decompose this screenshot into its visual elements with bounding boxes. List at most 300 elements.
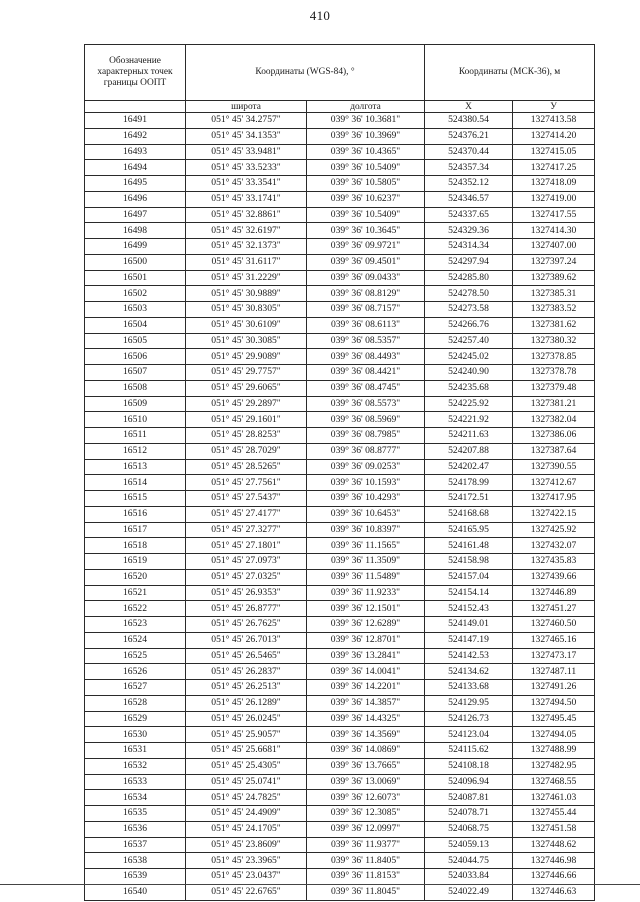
y-cell: 1327414.20 — [513, 128, 595, 144]
y-cell: 1327415.05 — [513, 144, 595, 160]
point-cell: 16499 — [85, 239, 186, 255]
table-row — [85, 160, 595, 176]
point-cell: 16514 — [85, 475, 186, 491]
table-row — [85, 302, 595, 318]
latitude-cell: 051° 45' 34.2757" — [186, 113, 307, 129]
x-cell: 524133.68 — [425, 680, 513, 696]
point-cell: 16520 — [85, 569, 186, 585]
point-cell: 16498 — [85, 223, 186, 239]
longitude-cell: 039° 36' 08.4745" — [307, 380, 425, 396]
latitude-cell: 051° 45' 27.1801" — [186, 538, 307, 554]
x-cell: 524257.40 — [425, 333, 513, 349]
point-cell: 16503 — [85, 302, 186, 318]
latitude-cell: 051° 45' 31.6117" — [186, 254, 307, 270]
longitude-cell: 039° 36' 10.3681" — [307, 113, 425, 129]
latitude-cell: 051° 45' 26.1289" — [186, 695, 307, 711]
point-cell: 16506 — [85, 349, 186, 365]
table-row — [85, 538, 595, 554]
point-cell: 16496 — [85, 191, 186, 207]
x-cell: 524207.88 — [425, 443, 513, 459]
longitude-cell: 039° 36' 09.0253" — [307, 459, 425, 475]
x-cell: 524096.94 — [425, 774, 513, 790]
y-cell: 1327418.09 — [513, 176, 595, 192]
latitude-cell: 051° 45' 33.1741" — [186, 191, 307, 207]
table-row — [85, 837, 595, 853]
longitude-cell: 039° 36' 12.0997" — [307, 821, 425, 837]
latitude-cell: 051° 45' 23.0437" — [186, 869, 307, 885]
x-cell: 524165.95 — [425, 522, 513, 538]
y-cell: 1327382.04 — [513, 412, 595, 428]
point-header-line: характерных точек — [97, 67, 173, 77]
point-cell: 16533 — [85, 774, 186, 790]
header-row-sub — [85, 101, 595, 113]
y-cell: 1327381.21 — [513, 396, 595, 412]
table-row — [85, 475, 595, 491]
x-cell: 524370.44 — [425, 144, 513, 160]
latitude-cell: 051° 45' 25.6681" — [186, 743, 307, 759]
x-cell: 524068.75 — [425, 821, 513, 837]
longitude-header: долгота — [307, 101, 425, 113]
table-row — [85, 223, 595, 239]
table-row — [85, 365, 595, 381]
y-cell: 1327417.25 — [513, 160, 595, 176]
y-cell: 1327494.05 — [513, 727, 595, 743]
longitude-cell: 039° 36' 10.1593" — [307, 475, 425, 491]
latitude-cell: 051° 45' 32.8861" — [186, 207, 307, 223]
x-cell: 524357.34 — [425, 160, 513, 176]
point-column-header — [85, 45, 186, 101]
point-cell: 16501 — [85, 270, 186, 286]
longitude-cell: 039° 36' 10.4293" — [307, 491, 425, 507]
footer-rule — [0, 884, 640, 885]
x-cell: 524380.54 — [425, 113, 513, 129]
y-cell: 1327417.55 — [513, 207, 595, 223]
x-cell: 524126.73 — [425, 711, 513, 727]
x-cell: 524337.65 — [425, 207, 513, 223]
latitude-cell: 051° 45' 24.4909" — [186, 806, 307, 822]
longitude-cell: 039° 36' 08.6113" — [307, 317, 425, 333]
table-row — [85, 333, 595, 349]
latitude-cell: 051° 45' 32.1373" — [186, 239, 307, 255]
latitude-cell: 051° 45' 27.5437" — [186, 491, 307, 507]
latitude-cell: 051° 45' 26.9353" — [186, 585, 307, 601]
y-cell: 1327491.26 — [513, 680, 595, 696]
latitude-cell: 051° 45' 24.7825" — [186, 790, 307, 806]
table-row — [85, 459, 595, 475]
latitude-cell: 051° 45' 29.7757" — [186, 365, 307, 381]
point-cell: 16523 — [85, 617, 186, 633]
table-row — [85, 270, 595, 286]
point-cell: 16492 — [85, 128, 186, 144]
table-row — [85, 176, 595, 192]
x-cell: 524314.34 — [425, 239, 513, 255]
longitude-cell: 039° 36' 09.4501" — [307, 254, 425, 270]
table-row — [85, 585, 595, 601]
y-cell: 1327494.50 — [513, 695, 595, 711]
latitude-cell: 051° 45' 25.4305" — [186, 758, 307, 774]
longitude-cell: 039° 36' 08.7985" — [307, 428, 425, 444]
longitude-cell: 039° 36' 13.7665" — [307, 758, 425, 774]
y-header: У — [513, 101, 595, 113]
x-cell: 524158.98 — [425, 554, 513, 570]
point-cell: 16493 — [85, 144, 186, 160]
latitude-cell: 051° 45' 25.0741" — [186, 774, 307, 790]
latitude-cell: 051° 45' 30.3085" — [186, 333, 307, 349]
point-cell: 16491 — [85, 113, 186, 129]
longitude-cell: 039° 36' 10.5805" — [307, 176, 425, 192]
longitude-cell: 039° 36' 14.0041" — [307, 664, 425, 680]
longitude-cell: 039° 36' 12.6073" — [307, 790, 425, 806]
table-row — [85, 664, 595, 680]
x-cell: 524044.75 — [425, 853, 513, 869]
x-cell: 524266.76 — [425, 317, 513, 333]
longitude-cell: 039° 36' 11.8045" — [307, 884, 425, 900]
point-cell: 16511 — [85, 428, 186, 444]
table-row — [85, 680, 595, 696]
table-row — [85, 239, 595, 255]
x-cell: 524178.99 — [425, 475, 513, 491]
point-cell: 16532 — [85, 758, 186, 774]
point-cell: 16500 — [85, 254, 186, 270]
table-row — [85, 128, 595, 144]
y-cell: 1327487.11 — [513, 664, 595, 680]
x-cell: 524154.14 — [425, 585, 513, 601]
latitude-cell: 051° 45' 34.1353" — [186, 128, 307, 144]
table-row — [85, 758, 595, 774]
point-cell: 16534 — [85, 790, 186, 806]
table-row — [85, 695, 595, 711]
point-cell: 16540 — [85, 884, 186, 900]
longitude-cell: 039° 36' 11.3509" — [307, 554, 425, 570]
point-cell: 16538 — [85, 853, 186, 869]
point-cell: 16517 — [85, 522, 186, 538]
y-cell: 1327435.83 — [513, 554, 595, 570]
y-cell: 1327446.63 — [513, 884, 595, 900]
latitude-cell: 051° 45' 31.2229" — [186, 270, 307, 286]
latitude-cell: 051° 45' 29.6065" — [186, 380, 307, 396]
table-row — [85, 790, 595, 806]
point-cell: 16518 — [85, 538, 186, 554]
longitude-cell: 039° 36' 08.8777" — [307, 443, 425, 459]
point-cell: 16521 — [85, 585, 186, 601]
longitude-cell: 039° 36' 11.9377" — [307, 837, 425, 853]
latitude-cell: 051° 45' 33.5233" — [186, 160, 307, 176]
y-cell: 1327446.66 — [513, 869, 595, 885]
longitude-cell: 039° 36' 11.1565" — [307, 538, 425, 554]
table-row — [85, 380, 595, 396]
point-cell: 16507 — [85, 365, 186, 381]
latitude-cell: 051° 45' 26.2513" — [186, 680, 307, 696]
longitude-cell: 039° 36' 14.4325" — [307, 711, 425, 727]
table-row — [85, 428, 595, 444]
x-cell: 524022.49 — [425, 884, 513, 900]
table-row — [85, 491, 595, 507]
x-cell: 524087.81 — [425, 790, 513, 806]
point-cell: 16531 — [85, 743, 186, 759]
y-cell: 1327419.00 — [513, 191, 595, 207]
point-cell: 16527 — [85, 680, 186, 696]
table-row — [85, 349, 595, 365]
point-cell: 16536 — [85, 821, 186, 837]
longitude-cell: 039° 36' 14.2201" — [307, 680, 425, 696]
latitude-cell: 051° 45' 27.4177" — [186, 506, 307, 522]
latitude-cell: 051° 45' 23.3965" — [186, 853, 307, 869]
y-cell: 1327389.62 — [513, 270, 595, 286]
x-cell: 524142.53 — [425, 648, 513, 664]
x-cell: 524147.19 — [425, 632, 513, 648]
table-row — [85, 254, 595, 270]
x-cell: 524352.12 — [425, 176, 513, 192]
table-row — [85, 632, 595, 648]
coordinates-table — [84, 44, 595, 901]
latitude-cell: 051° 45' 33.9481" — [186, 144, 307, 160]
y-cell: 1327482.95 — [513, 758, 595, 774]
point-header-line: границы ООПТ — [103, 78, 167, 88]
latitude-cell: 051° 45' 26.0245" — [186, 711, 307, 727]
table-row — [85, 569, 595, 585]
table-row — [85, 396, 595, 412]
longitude-cell: 039° 36' 13.2841" — [307, 648, 425, 664]
table-row — [85, 522, 595, 538]
longitude-cell: 039° 36' 10.3969" — [307, 128, 425, 144]
y-cell: 1327397.24 — [513, 254, 595, 270]
table-row — [85, 806, 595, 822]
latitude-cell: 051° 45' 22.6765" — [186, 884, 307, 900]
y-cell: 1327468.55 — [513, 774, 595, 790]
point-cell: 16513 — [85, 459, 186, 475]
y-cell: 1327446.98 — [513, 853, 595, 869]
latitude-header: широта — [186, 101, 307, 113]
point-cell: 16510 — [85, 412, 186, 428]
table-body — [85, 113, 595, 901]
x-cell: 524157.04 — [425, 569, 513, 585]
x-cell: 524123.04 — [425, 727, 513, 743]
longitude-cell: 039° 36' 08.4493" — [307, 349, 425, 365]
longitude-cell: 039° 36' 10.3645" — [307, 223, 425, 239]
y-cell: 1327448.62 — [513, 837, 595, 853]
x-cell: 524245.02 — [425, 349, 513, 365]
latitude-cell: 051° 45' 23.8609" — [186, 837, 307, 853]
table-row — [85, 601, 595, 617]
msk-coordinates-header: Координаты (МСК-36), м — [425, 45, 595, 101]
y-cell: 1327414.30 — [513, 223, 595, 239]
x-cell: 524221.92 — [425, 412, 513, 428]
table-row — [85, 821, 595, 837]
table-row — [85, 412, 595, 428]
longitude-cell: 039° 36' 10.4365" — [307, 144, 425, 160]
point-cell: 16497 — [85, 207, 186, 223]
table-row — [85, 648, 595, 664]
latitude-cell: 051° 45' 30.6109" — [186, 317, 307, 333]
x-cell: 524273.58 — [425, 302, 513, 318]
y-cell: 1327407.00 — [513, 239, 595, 255]
latitude-cell: 051° 45' 32.6197" — [186, 223, 307, 239]
x-cell: 524329.36 — [425, 223, 513, 239]
point-cell: 16529 — [85, 711, 186, 727]
latitude-cell: 051° 45' 28.7029" — [186, 443, 307, 459]
table-row — [85, 853, 595, 869]
longitude-cell: 039° 36' 08.5573" — [307, 396, 425, 412]
point-cell: 16508 — [85, 380, 186, 396]
latitude-cell: 051° 45' 29.9089" — [186, 349, 307, 365]
table-row — [85, 617, 595, 633]
y-cell: 1327378.78 — [513, 365, 595, 381]
y-cell: 1327460.50 — [513, 617, 595, 633]
latitude-cell: 051° 45' 28.5265" — [186, 459, 307, 475]
longitude-cell: 039° 36' 12.1501" — [307, 601, 425, 617]
table-row — [85, 774, 595, 790]
y-cell: 1327422.15 — [513, 506, 595, 522]
point-cell: 16530 — [85, 727, 186, 743]
x-cell: 524225.92 — [425, 396, 513, 412]
longitude-cell: 039° 36' 08.5357" — [307, 333, 425, 349]
y-cell: 1327417.95 — [513, 491, 595, 507]
point-cell: 16526 — [85, 664, 186, 680]
longitude-cell: 039° 36' 10.5409" — [307, 207, 425, 223]
longitude-cell: 039° 36' 11.5489" — [307, 569, 425, 585]
table-header — [85, 45, 595, 113]
x-cell: 524285.80 — [425, 270, 513, 286]
y-cell: 1327380.32 — [513, 333, 595, 349]
longitude-cell: 039° 36' 12.8701" — [307, 632, 425, 648]
latitude-cell: 051° 45' 27.3277" — [186, 522, 307, 538]
x-cell: 524278.50 — [425, 286, 513, 302]
x-cell: 524078.71 — [425, 806, 513, 822]
y-cell: 1327412.67 — [513, 475, 595, 491]
y-cell: 1327390.55 — [513, 459, 595, 475]
y-cell: 1327461.03 — [513, 790, 595, 806]
point-cell: 16525 — [85, 648, 186, 664]
x-cell: 524168.68 — [425, 506, 513, 522]
point-cell: 16524 — [85, 632, 186, 648]
point-cell: 16502 — [85, 286, 186, 302]
point-cell: 16505 — [85, 333, 186, 349]
point-cell: 16535 — [85, 806, 186, 822]
x-cell: 524240.90 — [425, 365, 513, 381]
latitude-cell: 051° 45' 26.2837" — [186, 664, 307, 680]
point-cell: 16519 — [85, 554, 186, 570]
table-row — [85, 869, 595, 885]
point-header-line: Обозначение — [109, 56, 161, 66]
y-cell: 1327425.92 — [513, 522, 595, 538]
x-cell: 524297.94 — [425, 254, 513, 270]
longitude-cell: 039° 36' 12.3085" — [307, 806, 425, 822]
longitude-cell: 039° 36' 08.8129" — [307, 286, 425, 302]
longitude-cell: 039° 36' 09.9721" — [307, 239, 425, 255]
point-cell: 16504 — [85, 317, 186, 333]
longitude-cell: 039° 36' 14.3857" — [307, 695, 425, 711]
longitude-cell: 039° 36' 10.6237" — [307, 191, 425, 207]
y-cell: 1327381.62 — [513, 317, 595, 333]
x-cell: 524202.47 — [425, 459, 513, 475]
y-cell: 1327451.27 — [513, 601, 595, 617]
point-cell: 16495 — [85, 176, 186, 192]
latitude-cell: 051° 45' 26.8777" — [186, 601, 307, 617]
x-cell: 524115.62 — [425, 743, 513, 759]
latitude-cell: 051° 45' 25.9057" — [186, 727, 307, 743]
longitude-cell: 039° 36' 13.0069" — [307, 774, 425, 790]
y-cell: 1327446.89 — [513, 585, 595, 601]
longitude-cell: 039° 36' 10.8397" — [307, 522, 425, 538]
x-cell: 524211.63 — [425, 428, 513, 444]
point-cell: 16509 — [85, 396, 186, 412]
table-row — [85, 711, 595, 727]
wgs-coordinates-header: Координаты (WGS-84), ° — [186, 45, 425, 101]
latitude-cell: 051° 45' 27.7561" — [186, 475, 307, 491]
x-cell: 524161.48 — [425, 538, 513, 554]
point-cell: 16516 — [85, 506, 186, 522]
point-cell: 16528 — [85, 695, 186, 711]
longitude-cell: 039° 36' 08.4421" — [307, 365, 425, 381]
latitude-cell: 051° 45' 27.0325" — [186, 569, 307, 585]
table-row — [85, 443, 595, 459]
y-cell: 1327488.99 — [513, 743, 595, 759]
y-cell: 1327383.52 — [513, 302, 595, 318]
longitude-cell: 039° 36' 10.5409" — [307, 160, 425, 176]
point-subheader-empty — [85, 101, 186, 113]
header-row-main — [85, 45, 595, 101]
longitude-cell: 039° 36' 11.9233" — [307, 585, 425, 601]
point-cell: 16522 — [85, 601, 186, 617]
y-cell: 1327495.45 — [513, 711, 595, 727]
table-row — [85, 884, 595, 900]
x-cell: 524235.68 — [425, 380, 513, 396]
longitude-cell: 039° 36' 14.0869" — [307, 743, 425, 759]
y-cell: 1327451.58 — [513, 821, 595, 837]
y-cell: 1327379.48 — [513, 380, 595, 396]
x-cell: 524108.18 — [425, 758, 513, 774]
table-row — [85, 506, 595, 522]
x-cell: 524172.51 — [425, 491, 513, 507]
x-cell: 524134.62 — [425, 664, 513, 680]
y-cell: 1327455.44 — [513, 806, 595, 822]
table-row — [85, 207, 595, 223]
latitude-cell: 051° 45' 27.0973" — [186, 554, 307, 570]
longitude-cell: 039° 36' 08.7157" — [307, 302, 425, 318]
table-row — [85, 191, 595, 207]
page-number: 410 — [309, 8, 331, 23]
latitude-cell: 051° 45' 33.3541" — [186, 176, 307, 192]
y-cell: 1327386.06 — [513, 428, 595, 444]
y-cell: 1327378.85 — [513, 349, 595, 365]
latitude-cell: 051° 45' 24.1705" — [186, 821, 307, 837]
longitude-cell: 039° 36' 09.0433" — [307, 270, 425, 286]
table-row — [85, 317, 595, 333]
longitude-cell: 039° 36' 12.6289" — [307, 617, 425, 633]
table-row — [85, 727, 595, 743]
y-cell: 1327387.64 — [513, 443, 595, 459]
x-cell: 524033.84 — [425, 869, 513, 885]
table-row — [85, 286, 595, 302]
x-cell: 524059.13 — [425, 837, 513, 853]
latitude-cell: 051° 45' 26.7625" — [186, 617, 307, 633]
x-cell: 524376.21 — [425, 128, 513, 144]
y-cell: 1327473.17 — [513, 648, 595, 664]
y-cell: 1327432.07 — [513, 538, 595, 554]
y-cell: 1327385.31 — [513, 286, 595, 302]
y-cell: 1327465.16 — [513, 632, 595, 648]
longitude-cell: 039° 36' 11.8153" — [307, 869, 425, 885]
point-cell: 16512 — [85, 443, 186, 459]
table-row — [85, 113, 595, 129]
point-cell: 16537 — [85, 837, 186, 853]
longitude-cell: 039° 36' 14.3569" — [307, 727, 425, 743]
table-row — [85, 144, 595, 160]
latitude-cell: 051° 45' 29.1601" — [186, 412, 307, 428]
latitude-cell: 051° 45' 28.8253" — [186, 428, 307, 444]
x-cell: 524346.57 — [425, 191, 513, 207]
longitude-cell: 039° 36' 08.5969" — [307, 412, 425, 428]
